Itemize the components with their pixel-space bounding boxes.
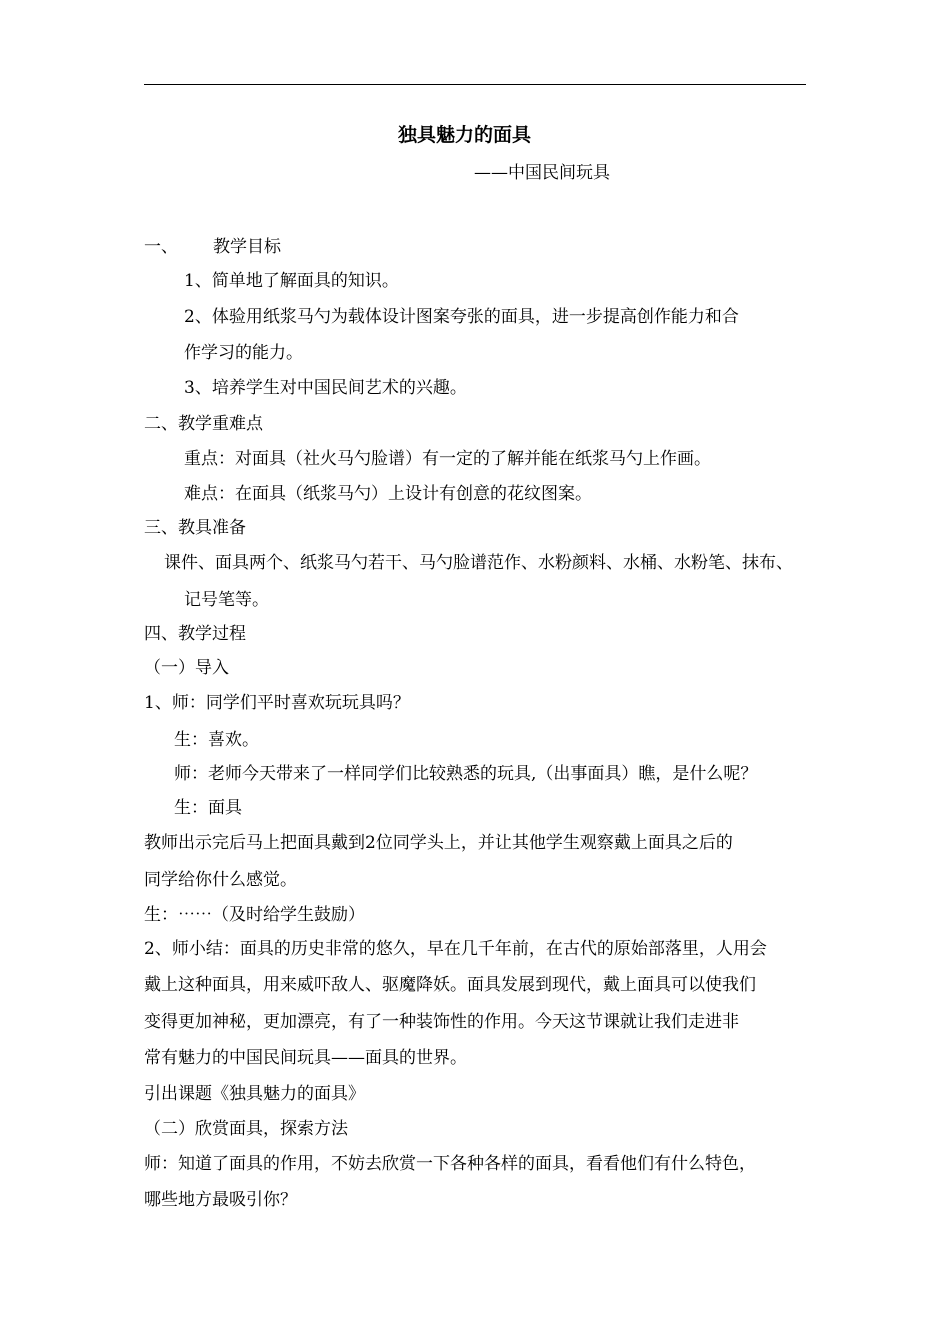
objective-item: 1、简单地了解面具的知识。 xyxy=(184,271,399,291)
section-heading: 三、教具准备 xyxy=(144,518,246,538)
process-line: 师：老师今天带来了一样同学们比较熟悉的玩具,（出事面具）瞧，是什么呢？ xyxy=(174,764,758,784)
process-line: 生：面具 xyxy=(174,798,242,818)
process-line: 哪些地方最吸引你？ xyxy=(144,1190,297,1210)
process-line: 同学给你什么感觉。 xyxy=(144,870,297,890)
objective-item: 作学习的能力。 xyxy=(184,343,303,363)
process-line: 生：⋯⋯（及时给学生鼓励） xyxy=(144,905,365,925)
process-line: 师：知道了面具的作用，不妨去欣赏一下各种各样的面具，看看他们有什么特色， xyxy=(144,1154,756,1174)
materials-item: 课件、面具两个、纸浆马勺若干、马勺脸谱范作、水粉颜料、水桶、水粉笔、抹布、 xyxy=(164,553,793,573)
header-rule xyxy=(144,84,806,85)
process-line: 变得更加神秘，更加漂亮，有了一种装饰性的作用。今天这节课就让我们走进非 xyxy=(144,1012,739,1032)
process-line: 常有魅力的中国民间玩具——面具的世界。 xyxy=(144,1048,467,1068)
process-line: 教师出示完后马上把面具戴到2位同学头上，并让其他学生观察戴上面具之后的 xyxy=(144,833,733,853)
process-line: 戴上这种面具，用来威吓敌人、驱魔降妖。面具发展到现代，戴上面具可以使我们 xyxy=(144,975,756,995)
objective-item: 2、体验用纸浆马勺为载体设计图案夸张的面具，进一步提高创作能力和合 xyxy=(184,307,739,327)
objective-item: 3、培养学生对中国民间艺术的兴趣。 xyxy=(184,378,467,398)
process-line: 1、师：同学们平时喜欢玩玩具吗？ xyxy=(144,693,410,713)
section-heading: 四、教学过程 xyxy=(144,624,246,644)
process-line: （一）导入 xyxy=(144,658,229,678)
section-number: 一、 xyxy=(144,237,178,257)
section-heading: 教学目标 xyxy=(213,237,281,257)
materials-item: 记号笔等。 xyxy=(184,590,269,610)
process-line: （二）欣赏面具，探索方法 xyxy=(144,1119,348,1139)
process-line: 生：喜欢。 xyxy=(174,730,259,750)
document-subtitle: ——中国民间玩具 xyxy=(474,163,610,183)
section-heading: 二、教学重难点 xyxy=(144,414,263,434)
key-point-item: 重点：对面具（社火马勺脸谱）有一定的了解并能在纸浆马勺上作画。 xyxy=(184,449,711,469)
process-line: 引出课题《独具魅力的面具》 xyxy=(144,1084,365,1104)
document-title: 独具魅力的面具 xyxy=(398,124,532,146)
process-line: 2、师小结：面具的历史非常的悠久，早在几千年前，在古代的原始部落里，人用会 xyxy=(144,939,767,959)
key-point-item: 难点：在面具（纸浆马勺）上设计有创意的花纹图案。 xyxy=(184,484,592,504)
